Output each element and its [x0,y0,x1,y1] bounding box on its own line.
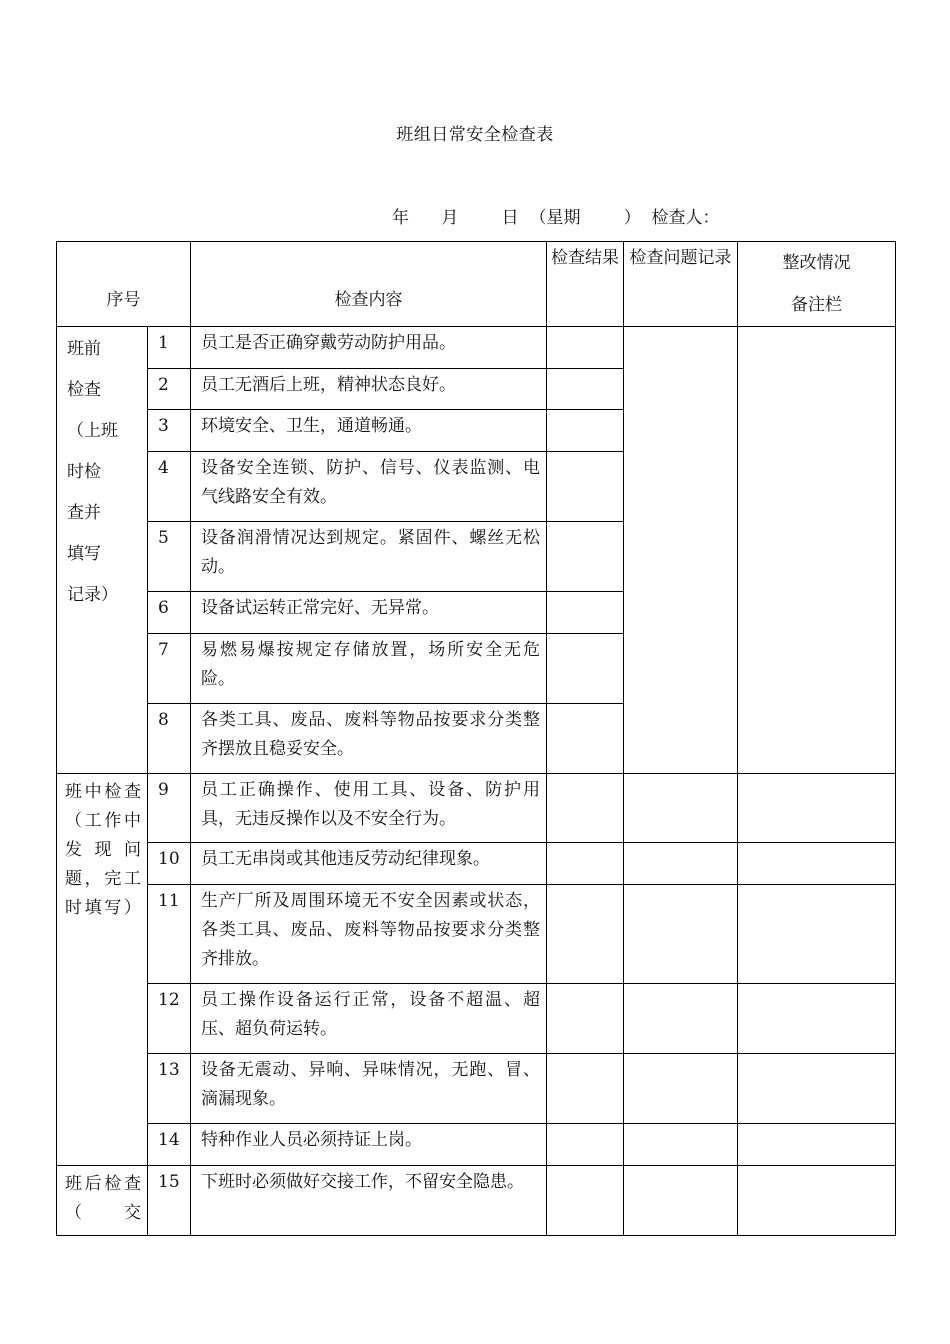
table-row [57,984,896,1054]
table-row [57,885,896,984]
item-text: 员工无酒后上班，精神状态良好。 [191,369,547,410]
remark-cell[interactable] [738,843,896,885]
item-number: 14 [148,1124,191,1166]
result-cell[interactable] [547,327,624,369]
item-number: 8 [148,704,191,774]
table-row [57,1054,896,1124]
result-cell[interactable] [547,885,624,984]
item-text: 环境安全、卫生，通道畅通。 [191,410,547,452]
problem-cell[interactable] [624,774,738,843]
result-cell[interactable] [547,843,624,885]
header-remark-line2: 备注栏 [791,295,842,315]
item-text: 设备无震动、异响、异味情况，无跑、冒、滴漏现象。 [191,1054,547,1124]
item-number: 9 [148,774,191,843]
result-cell[interactable] [547,410,624,452]
item-number: 10 [148,843,191,885]
problem-cell[interactable] [624,984,738,1054]
header-content: 检查内容 [191,242,547,327]
result-cell[interactable] [547,522,624,592]
result-cell[interactable] [547,1054,624,1124]
item-number: 11 [148,885,191,984]
item-text: 各类工具、废品、废料等物品按要求分类整齐摆放且稳妥安全。 [191,704,547,774]
remark-cell[interactable] [738,984,896,1054]
item-text: 下班时必须做好交接工作，不留安全隐患。 [191,1166,547,1236]
result-cell[interactable] [547,774,624,843]
result-cell[interactable] [547,634,624,704]
result-cell[interactable] [547,1124,624,1166]
remark-cell[interactable] [738,1054,896,1124]
header-seq: 序号 [57,242,191,327]
result-cell[interactable] [547,1166,624,1236]
item-number: 1 [148,327,191,369]
header-row [57,242,896,327]
item-text: 员工正确操作、使用工具、设备、防护用具，无违反操作以及不安全行为。 [191,774,547,843]
item-text: 设备安全连锁、防护、信号、仪表监测、电气线路安全有效。 [191,452,547,522]
problem-cell[interactable] [624,327,738,774]
table-row [57,1166,896,1236]
item-number: 2 [148,369,191,410]
inspection-table [56,241,896,1236]
header-result: 检查结果 [547,242,624,327]
table-row [57,327,896,369]
item-text: 员工操作设备运行正常，设备不超温、超压、超负荷运转。 [191,984,547,1054]
group-label-mid-shift: 班中检查（工作中发现问题，完工时填写） [57,774,148,1166]
item-text: 设备润滑情况达到规定。紧固件、螺丝无松动。 [191,522,547,592]
problem-cell[interactable] [624,843,738,885]
table-row [57,843,896,885]
table-row [57,774,896,843]
item-text: 易燃易爆按规定存储放置，场所安全无危险。 [191,634,547,704]
remark-cell[interactable] [738,885,896,984]
result-cell[interactable] [547,704,624,774]
problem-cell[interactable] [624,1166,738,1236]
result-cell[interactable] [547,369,624,410]
group-label-post-shift: 班后检查（交 [57,1166,148,1236]
remark-cell[interactable] [738,327,896,774]
item-number: 4 [148,452,191,522]
item-text: 生产厂所及周围环境无不安全因素或状态，各类工具、废品、废料等物品按要求分类整齐排放。 [191,885,547,984]
item-number: 13 [148,1054,191,1124]
problem-cell[interactable] [624,1124,738,1166]
item-number: 15 [148,1166,191,1236]
item-text: 设备试运转正常完好、无异常。 [191,592,547,634]
remark-cell[interactable] [738,1166,896,1236]
item-text: 特种作业人员必须持证上岗。 [191,1124,547,1166]
item-number: 3 [148,410,191,452]
item-number: 7 [148,634,191,704]
header-remark [738,242,896,327]
header-remark-line1: 整改情况 [782,253,851,273]
result-cell[interactable] [547,592,624,634]
item-number: 6 [148,592,191,634]
group-label-pre-shift: 班前 检查 （上班 时检 查并 填写 记录） [57,327,148,774]
problem-cell[interactable] [624,1054,738,1124]
item-number: 12 [148,984,191,1054]
result-cell[interactable] [547,452,624,522]
page-title: 班组日常安全检查表 [396,125,554,145]
item-number: 5 [148,522,191,592]
remark-cell[interactable] [738,1124,896,1166]
item-text: 员工无串岗或其他违反劳动纪律现象。 [191,843,547,885]
table-row [57,1124,896,1166]
item-text: 员工是否正确穿戴劳动防护用品。 [191,327,547,369]
header-problem: 检查问题记录 [624,242,738,327]
problem-cell[interactable] [624,885,738,984]
result-cell[interactable] [547,984,624,1054]
remark-cell[interactable] [738,774,896,843]
date-inspector-line: 年 月 日 （星期 ） 检查人： [392,208,720,228]
